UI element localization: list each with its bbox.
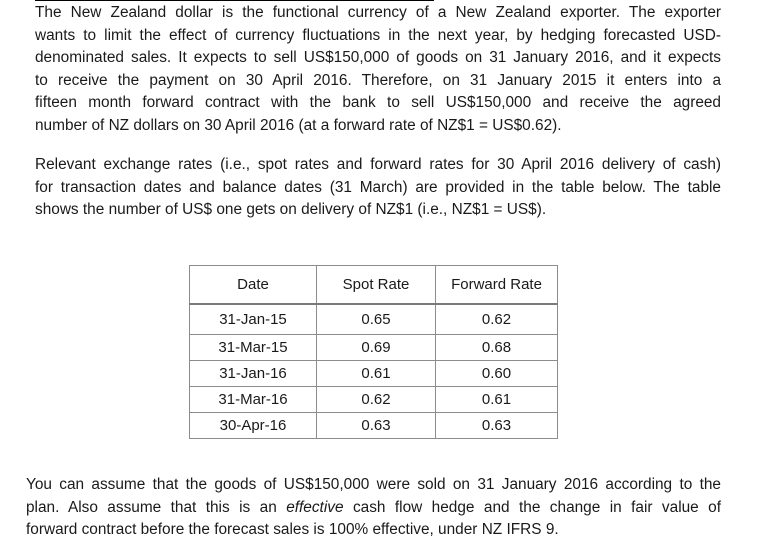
rates-line: Relevant exchange rates (i.e., spot rates and forward rates for 30 April 2016 delivery of cash) bbox=[35, 156, 721, 173]
table-row bbox=[190, 413, 558, 439]
header-spot-rate: Spot Rate bbox=[317, 266, 436, 305]
cell-spot: 0.65 bbox=[317, 304, 436, 335]
header-date: Date bbox=[190, 266, 317, 305]
rates-description-paragraph bbox=[35, 154, 721, 222]
assumption-line: forward contract before the forecast sales is 100% effective, under NZ IFRS 9. bbox=[26, 521, 559, 538]
intro-line: fifteen month forward contract with the bank to sell US$150,000 and receive the agreed bbox=[35, 94, 721, 111]
emphasis-effective: effective bbox=[286, 498, 344, 516]
cell-date: 31-Mar-16 bbox=[190, 387, 317, 413]
cell-spot: 0.62 bbox=[317, 387, 436, 413]
cell-date: 31-Jan-16 bbox=[190, 361, 317, 387]
cell-forward: 0.68 bbox=[436, 335, 558, 361]
cell-forward: 0.61 bbox=[436, 387, 558, 413]
intro-paragraph bbox=[35, 2, 721, 137]
cell-forward: 0.60 bbox=[436, 361, 558, 387]
intro-line: to receive the payment on 30 April 2016. Therefore, on 31 January 2015 it enters into a bbox=[35, 71, 721, 89]
cell-date: 30-Apr-16 bbox=[190, 413, 317, 439]
cell-date: 31-Mar-15 bbox=[190, 335, 317, 361]
rates-line: shows the number of US$ one gets on delivery of NZ$1 (i.e., NZ$1 = US$). bbox=[35, 201, 547, 218]
rates-line: for transaction dates and balance dates (31 March) are provided in the table below. The table bbox=[35, 178, 721, 196]
table-row bbox=[190, 304, 558, 335]
cell-date: 31-Jan-15 bbox=[190, 304, 317, 335]
intro-line: The New Zealand dollar is the functional currency of a New Zealand exporter. The exporter bbox=[35, 4, 721, 21]
exchange-rate-table bbox=[189, 265, 558, 439]
cell-spot: 0.69 bbox=[317, 335, 436, 361]
table-row bbox=[190, 387, 558, 413]
cell-spot: 0.63 bbox=[317, 413, 436, 439]
intro-line: number of NZ dollars on 30 April 2016 (at a forward rate of NZ$1 = US$0.62). bbox=[35, 116, 562, 134]
cell-forward: 0.62 bbox=[436, 304, 558, 335]
assumption-text: cash flow hedge and the change in fair value of bbox=[343, 498, 721, 516]
table-row bbox=[190, 361, 558, 387]
assumption-line: You can assume that the goods of US$150,000 were sold on 31 January 2016 according to the bbox=[26, 476, 721, 493]
top-rule bbox=[35, 0, 434, 1]
table-header-row bbox=[190, 266, 558, 305]
assumption-line bbox=[26, 497, 721, 520]
header-forward-rate: Forward Rate bbox=[436, 266, 558, 305]
assumptions-paragraph bbox=[26, 474, 721, 542]
cell-spot: 0.61 bbox=[317, 361, 436, 387]
intro-line: wants to limit the effect of currency fluctuations in the next year, by hedging forecasted USD- bbox=[35, 26, 721, 44]
intro-line: denominated sales. It expects to sell US$150,000 of goods on 31 January 2016, and it expects bbox=[35, 49, 721, 66]
table-row bbox=[190, 335, 558, 361]
cell-forward: 0.63 bbox=[436, 413, 558, 439]
assumption-text: plan. Also assume that this is an bbox=[26, 498, 287, 516]
